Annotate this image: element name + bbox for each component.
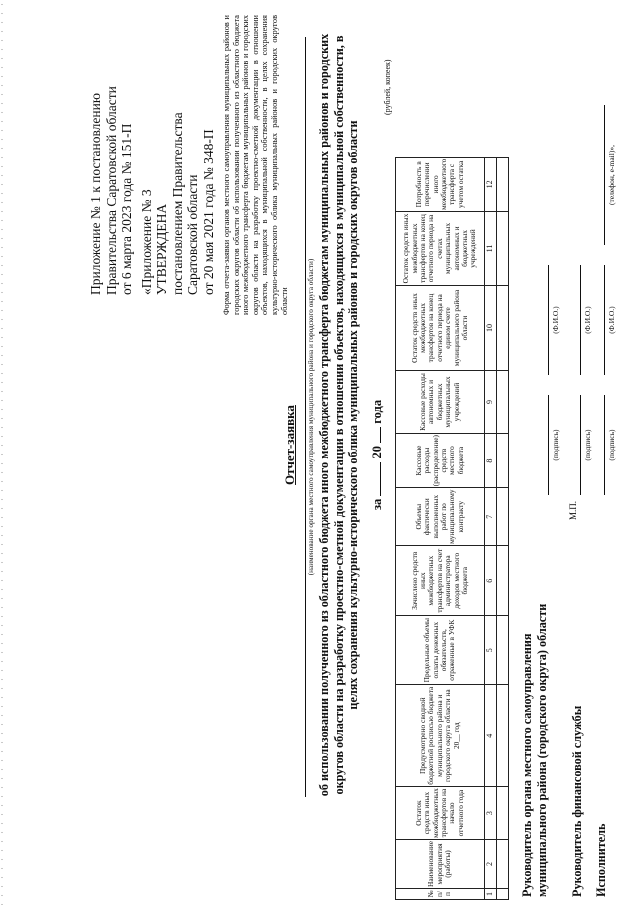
- table-row: [497, 157, 509, 899]
- report-table: [395, 157, 509, 900]
- org-caption: (наименование органа местного самоуправления муниципального района и городского округа области): [307, 258, 315, 576]
- table-number-cell: 2: [485, 839, 497, 888]
- table-header-cell: № п/п: [396, 889, 485, 900]
- name-caption: (Ф.И.О.): [551, 306, 560, 334]
- table-header-row: [396, 157, 485, 899]
- org-name-line: [305, 37, 306, 797]
- table-cell: [497, 787, 509, 840]
- main-title: об использовании полученного из областного бюджета иного межбюджетного трансферта бюджетам муниципальных районов и городских округов области на разработку проектно-сметной документации в отношении объектов, находящихся в муниципальной собственности, в целях сохранения культурно-исторического облика муниципальных районов и городских округов области: [317, 33, 361, 797]
- approval-line: Приложение № 1 к постановлению: [88, 93, 103, 295]
- table-number-cell: 8: [485, 433, 497, 487]
- table-cell: [497, 285, 509, 370]
- table-cell: [497, 685, 509, 787]
- phone-line: [604, 105, 605, 245]
- approval-line: постановлением Правительства: [169, 112, 185, 295]
- table-number-row: [485, 157, 497, 899]
- period-suffix: года: [370, 399, 384, 424]
- signatory-finance: Руководитель финансовой службы: [570, 705, 584, 897]
- signature-line: [604, 395, 605, 495]
- signature-caption: (подпись): [583, 429, 592, 461]
- table-cell: [497, 370, 509, 433]
- signature-caption: (подпись): [551, 429, 560, 461]
- form-note: Форма отчета-заявки органов местного самоуправления муниципальных районов и городских округов области об использовании полученного из областного бюджета иного межбюджетного трансферта бюджетам муниципальных районов и городских округов области на разработку проектно-сметной документации в отношении объектов, находящихся в муниципальной собственности, в целях сохранения культурно-исторического облика муниципальных районов и городских округов области: [222, 15, 289, 315]
- units-label: (рублей, копеек): [383, 59, 392, 115]
- table-cell: [497, 889, 509, 900]
- table-cell: [497, 211, 509, 285]
- period-prefix: за: [370, 498, 384, 510]
- signatory-head: [520, 577, 549, 897]
- table-header-cell: Остаток средств иных межбюджетных трансфертов на начало отчетного года: [396, 787, 485, 840]
- table-header-cell: Предельные объемы оплаты денежных обязательств, отраженные в УФК: [396, 616, 485, 685]
- table-header-cell: Зачислено средств иных межбюджетных трансфертов на счет администратора доходов местного бюджета: [396, 546, 485, 616]
- table-header-cell: Остаток средств иных межбюджетных трансфертов на конец отчетного периода на счетах муниципальных автономных и бюджетных учреждений: [396, 211, 485, 285]
- period-blank: [370, 462, 381, 496]
- signatory-head-line: Руководитель органа местного самоуправления: [520, 633, 534, 897]
- signatory-head-line: муниципального района (городского округа) области: [534, 603, 549, 897]
- table-cell: [497, 839, 509, 888]
- table-number-cell: 3: [485, 787, 497, 840]
- approval-line: от 20 мая 2021 года № 348-П: [200, 129, 216, 295]
- approval-line: «Приложение № 3: [138, 189, 154, 295]
- table-header-cell: Кассовые расходы (распределение) средств местного бюджета: [396, 433, 485, 487]
- approval-line: от 6 марта 2023 года № 151-П: [119, 123, 134, 295]
- name-line: [548, 265, 549, 375]
- report-title: Отчет-заявка: [282, 405, 297, 485]
- phone-caption: (телефон, e-mail)»,: [607, 145, 616, 205]
- table-number-cell: 4: [485, 685, 497, 787]
- table-cell: [497, 546, 509, 616]
- approval-line: УТВЕРЖДЕНА: [154, 203, 169, 295]
- table-cell: [497, 157, 509, 211]
- table-number-cell: 10: [485, 285, 497, 370]
- name-line: [604, 265, 605, 375]
- table-cell: [497, 616, 509, 685]
- approval-line: Правительства Саратовской области: [103, 86, 119, 295]
- signature-line: [548, 395, 549, 495]
- table-cell: [497, 488, 509, 546]
- stamp-label: М.П.: [568, 500, 578, 520]
- table-number-cell: 9: [485, 370, 497, 433]
- table-number-cell: 7: [485, 488, 497, 546]
- table-header-cell: Наименование мероприятия (работы): [396, 839, 485, 888]
- period-blank: [370, 427, 381, 443]
- table-header-cell: Потребность в перечислении иного межбюджетного трансферта с учетом остатка: [396, 157, 485, 211]
- table-header-cell: Остаток средств иных межбюджетных трансфертов на конец отчетного периода на едином счете муниципального района области: [396, 285, 485, 370]
- name-line: [580, 265, 581, 375]
- period-year: 20: [370, 445, 384, 459]
- signatory-executor: Исполнитель: [594, 823, 608, 897]
- name-caption: (Ф.И.О.): [583, 306, 592, 334]
- table-number-cell: 5: [485, 616, 497, 685]
- table-header-cell: Кассовые расходы автономных и бюджетных муниципальных учреждений: [396, 370, 485, 433]
- table-number-cell: 1: [485, 889, 497, 900]
- table-number-cell: 12: [485, 157, 497, 211]
- table-number-cell: 11: [485, 211, 497, 285]
- period-line: [370, 310, 385, 510]
- name-caption: (Ф.И.О.): [607, 306, 616, 334]
- table-number-cell: 6: [485, 546, 497, 616]
- signature-line: [580, 395, 581, 495]
- approval-line: Саратовской области: [185, 174, 200, 295]
- approval-block: [88, 15, 216, 295]
- table-header-cell: Объемы фактически выполненных работ по муниципальному контракту: [396, 488, 485, 546]
- table-cell: [497, 433, 509, 487]
- signature-caption: (подпись): [607, 429, 616, 461]
- table-header-cell: Предусмотрено сводной бюджетной росписью бюджета муниципального района и городского округа области на 20__ год: [396, 685, 485, 787]
